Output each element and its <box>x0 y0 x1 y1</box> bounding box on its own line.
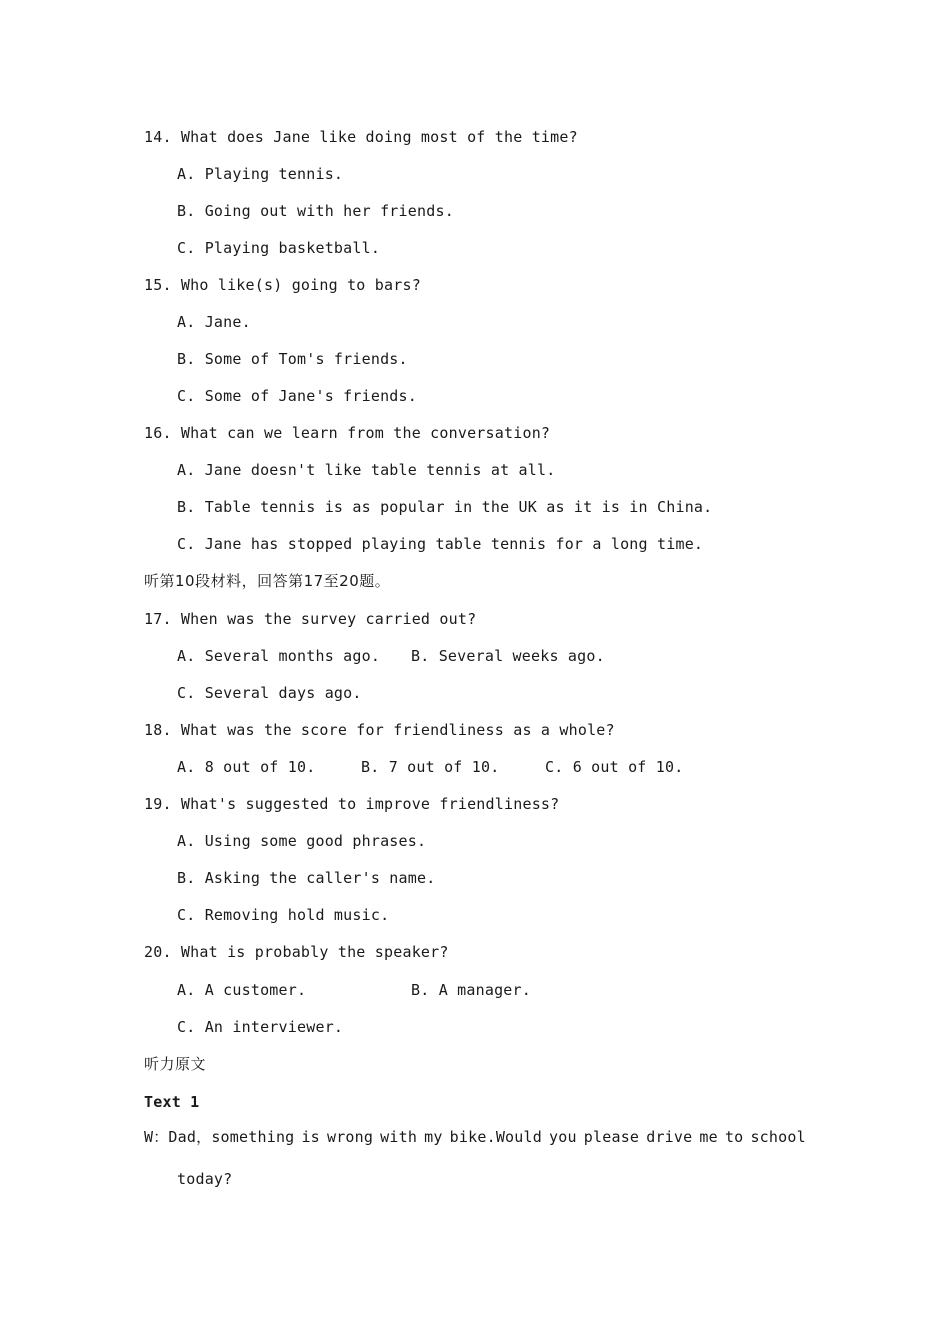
question-14-option-b: B. Going out with her friends. <box>177 202 454 220</box>
text1-word: drive <box>646 1128 693 1146</box>
question-14-stem: 14. What does Jane like doing most of the time? <box>144 128 578 146</box>
question-17-option-b: B. Several weeks ago. <box>411 647 605 665</box>
question-14-option-a: A. Playing tennis. <box>177 165 344 183</box>
transcript-heading: 听力原文 <box>144 1055 207 1073</box>
text1-line-2: today? <box>177 1170 233 1188</box>
question-18-option-c: C. 6 out of 10. <box>545 758 684 776</box>
question-16-option-b: B. Table tennis is as popular in the UK as it is in China. <box>177 498 713 516</box>
question-18-stem: 18. What was the score for friendliness as a whole? <box>144 721 615 739</box>
question-17-option-a: A. Several months ago. <box>177 647 381 665</box>
question-15-option-a: A. Jane. <box>177 313 251 331</box>
question-20-option-b: B. A manager. <box>411 981 531 999</box>
text1-word: me <box>699 1128 718 1146</box>
section-instruction: 听第10段材料，回答第17至20题。 <box>144 572 391 590</box>
question-17-option-c: C. Several days ago. <box>177 684 362 702</box>
question-18-option-b: B. 7 out of 10. <box>361 758 500 776</box>
question-16-option-c: C. Jane has stopped playing table tennis for a long time. <box>177 535 704 553</box>
question-15-option-b: B. Some of Tom's friends. <box>177 350 408 368</box>
text1-word: with <box>380 1128 418 1146</box>
question-18-option-a: A. 8 out of 10. <box>177 758 316 776</box>
question-15-option-c: C. Some of Jane's friends. <box>177 387 417 405</box>
text1-word: school <box>750 1128 806 1146</box>
text1-word: please <box>583 1128 640 1146</box>
text1-word: you <box>549 1128 577 1146</box>
question-19-option-b: B. Asking the caller's name. <box>177 869 436 887</box>
question-14-option-c: C. Playing basketball. <box>177 239 381 257</box>
text1-word: bike.Would <box>449 1128 542 1146</box>
text1-word: W：Dad，something <box>144 1128 295 1146</box>
question-20-option-a: A. A customer. <box>177 981 307 999</box>
question-17-stem: 17. When was the survey carried out? <box>144 610 477 628</box>
text1-word: wrong <box>326 1128 374 1146</box>
question-16-stem: 16. What can we learn from the conversation? <box>144 424 551 442</box>
text1-word: my <box>424 1128 443 1146</box>
question-19-option-c: C. Removing hold music. <box>177 906 390 924</box>
question-20-stem: 20. What is probably the speaker? <box>144 943 449 961</box>
question-15-stem: 15. Who like(s) going to bars? <box>144 276 421 294</box>
question-19-stem: 19. What's suggested to improve friendliness? <box>144 795 560 813</box>
text1-heading: Text 1 <box>144 1093 200 1111</box>
question-19-option-a: A. Using some good phrases. <box>177 832 427 850</box>
text1-line-1 <box>144 1127 806 1147</box>
text1-word: is <box>301 1128 320 1146</box>
text1-word: to <box>724 1128 744 1146</box>
question-20-option-c: C. An interviewer. <box>177 1018 344 1036</box>
question-16-option-a: A. Jane doesn't like table tennis at all. <box>177 461 556 479</box>
